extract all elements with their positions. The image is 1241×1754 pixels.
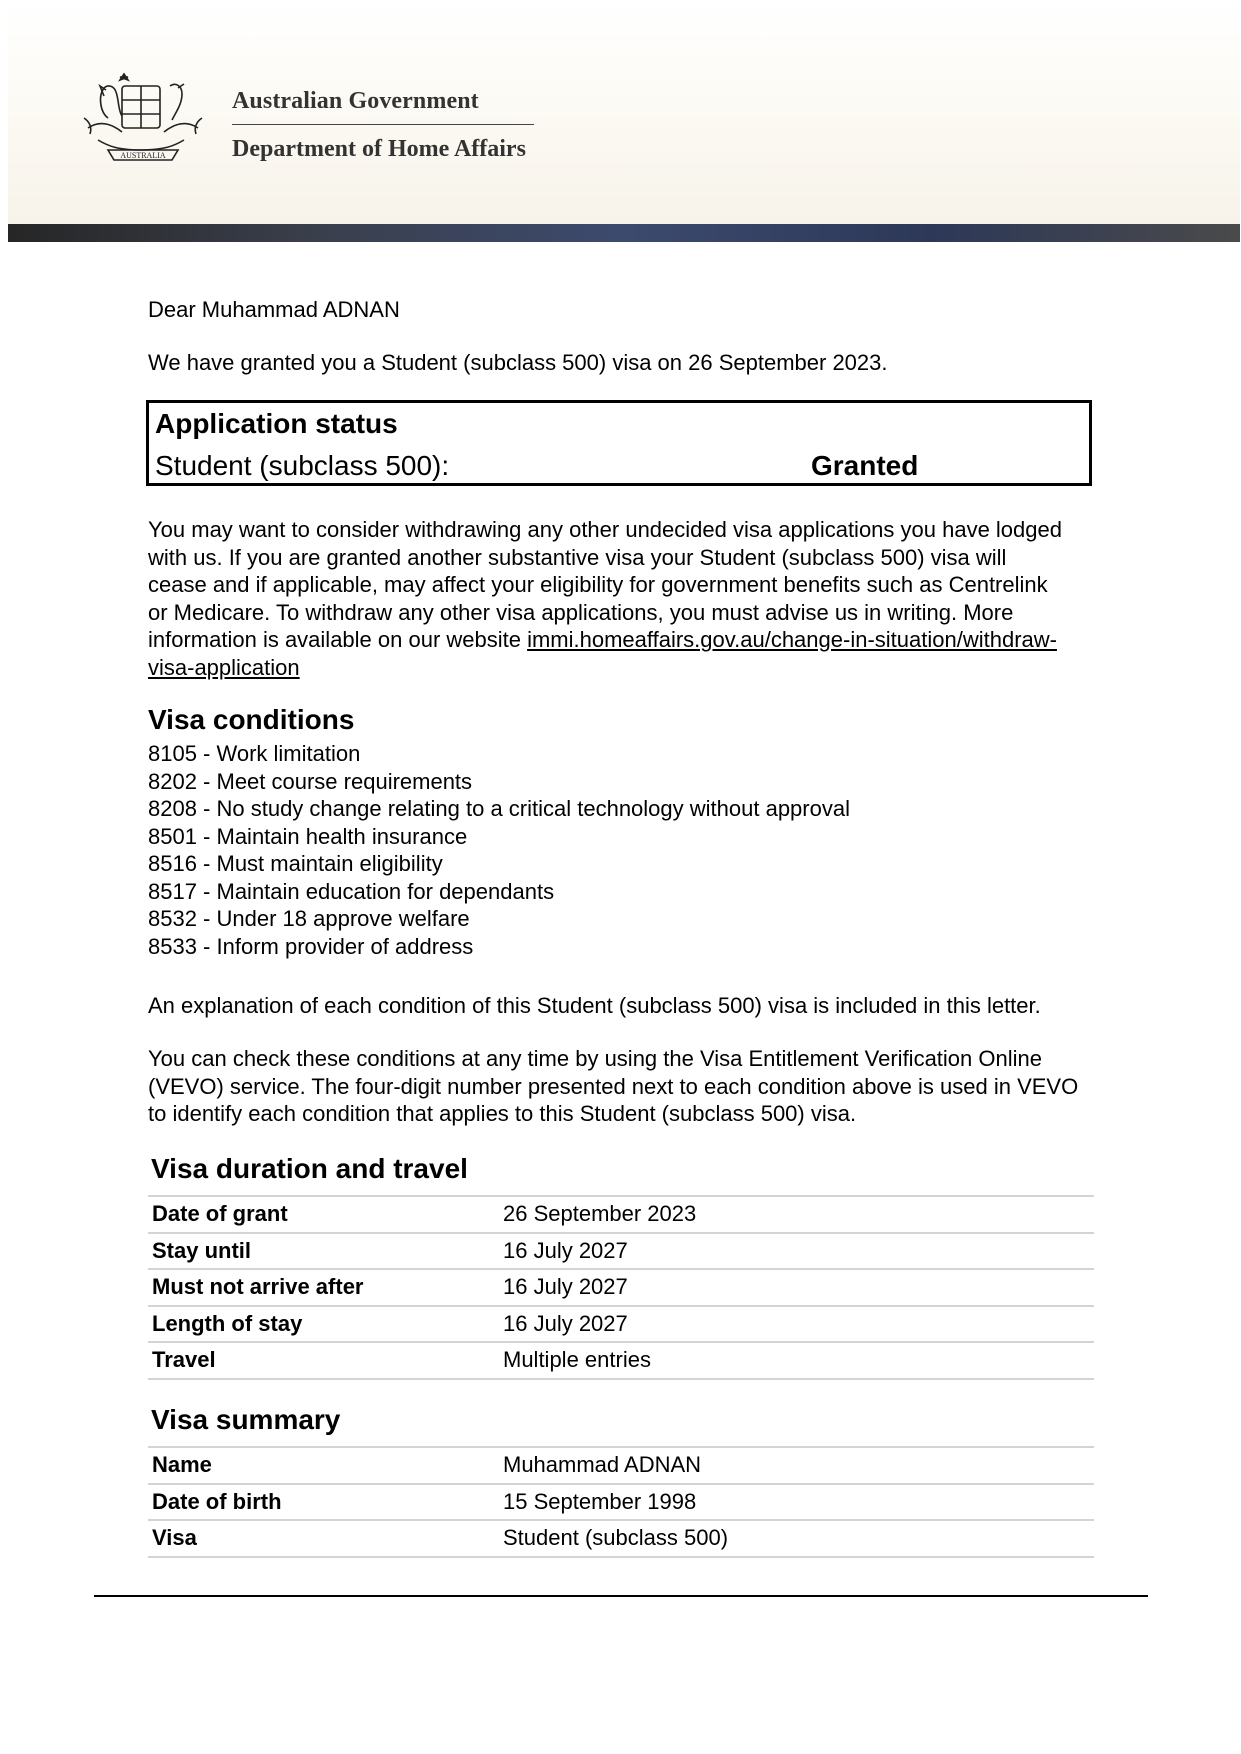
- table-row: [148, 1196, 1094, 1233]
- table-row: [148, 1306, 1094, 1343]
- condition-item: 8501 - Maintain health insurance: [148, 823, 468, 849]
- row-label: Name: [148, 1447, 499, 1484]
- row-label: Date of grant: [148, 1196, 499, 1233]
- duration-table: [148, 1195, 1094, 1380]
- department-name: Department of Home Affairs: [232, 136, 526, 162]
- withdraw-link[interactable]: immi.homeaffairs.gov.au/change-in-situation/withdraw-visa-application: [148, 627, 1057, 680]
- row-label: Must not arrive after: [148, 1269, 499, 1306]
- row-value: 26 September 2023: [499, 1196, 1094, 1233]
- crest-banner-text: AUSTRALIA: [120, 151, 166, 160]
- withdraw-text: You may want to consider withdrawing any other undecided visa applications you have lodged with us. If you are granted another substantive visa your Student (subclass 500) visa will cease and if applicable, may affect your eligibility for government benefits such as Centrelink or Medicare. To withdraw any other visa applications, you must advise us in writing. More information is available on our website: [148, 517, 1062, 652]
- header-stripe: [8, 224, 1240, 242]
- salutation: Dear Muhammad ADNAN: [148, 297, 400, 322]
- explanation-text: An explanation of each condition of this Student (subclass 500) visa is included in this letter.: [148, 993, 1041, 1018]
- row-label: Travel: [148, 1342, 499, 1379]
- status-label: Student (subclass 500):: [155, 450, 450, 481]
- row-value: 16 July 2027: [499, 1269, 1094, 1306]
- condition-item: 8533 - Inform provider of address: [148, 933, 474, 959]
- vevo-text: You can check these conditions at any time by using the Visa Entitlement Verification Online (VEVO) service. The four-digit number presented next to each condition above is used in VEVO to identify each condition that applies to this Student (subclass 500) visa.: [148, 1046, 1079, 1126]
- table-row: [148, 1269, 1094, 1306]
- row-value: 15 September 1998: [499, 1484, 1094, 1521]
- condition-item: 8516 - Must maintain eligibility: [148, 851, 443, 876]
- status-title: Application status: [155, 408, 398, 439]
- duration-heading: Visa duration and travel: [151, 1153, 468, 1184]
- table-row: [148, 1447, 1094, 1484]
- row-value: Student (subclass 500): [499, 1520, 1094, 1557]
- intro-text: We have granted you a Student (subclass 500) visa on 26 September 2023.: [148, 350, 888, 375]
- condition-item: 8105 - Work limitation: [148, 741, 361, 766]
- status-value: Granted: [811, 450, 919, 481]
- conditions-list: [148, 740, 850, 960]
- row-value: 16 July 2027: [499, 1233, 1094, 1270]
- table-row: [148, 1233, 1094, 1270]
- letterhead-divider: [232, 124, 534, 125]
- condition-item: 8202 - Meet course requirements: [148, 768, 473, 794]
- application-status-box: [146, 400, 1092, 486]
- condition-item: 8208 - No study change relating to a critical technology without approval: [148, 796, 850, 821]
- row-value: Multiple entries: [499, 1342, 1094, 1379]
- row-label: Visa: [148, 1520, 499, 1557]
- row-label: Stay until: [148, 1233, 499, 1270]
- row-label: Length of stay: [148, 1306, 499, 1343]
- government-name: Australian Government: [232, 88, 479, 114]
- table-row: [148, 1520, 1094, 1557]
- row-value: Muhammad ADNAN: [499, 1447, 1094, 1484]
- withdraw-paragraph: [148, 516, 1068, 681]
- condition-item: 8517 - Maintain education for dependants: [148, 878, 555, 904]
- footer-divider: [94, 1595, 1148, 1597]
- conditions-heading: Visa conditions: [148, 704, 355, 735]
- table-row: [148, 1484, 1094, 1521]
- condition-item: 8532 - Under 18 approve welfare: [148, 906, 470, 931]
- row-value: 16 July 2027: [499, 1306, 1094, 1343]
- row-label: Date of birth: [148, 1484, 499, 1521]
- coat-of-arms-logo: [78, 58, 208, 168]
- summary-table: [148, 1446, 1094, 1558]
- summary-heading: Visa summary: [151, 1404, 341, 1435]
- table-row: [148, 1342, 1094, 1379]
